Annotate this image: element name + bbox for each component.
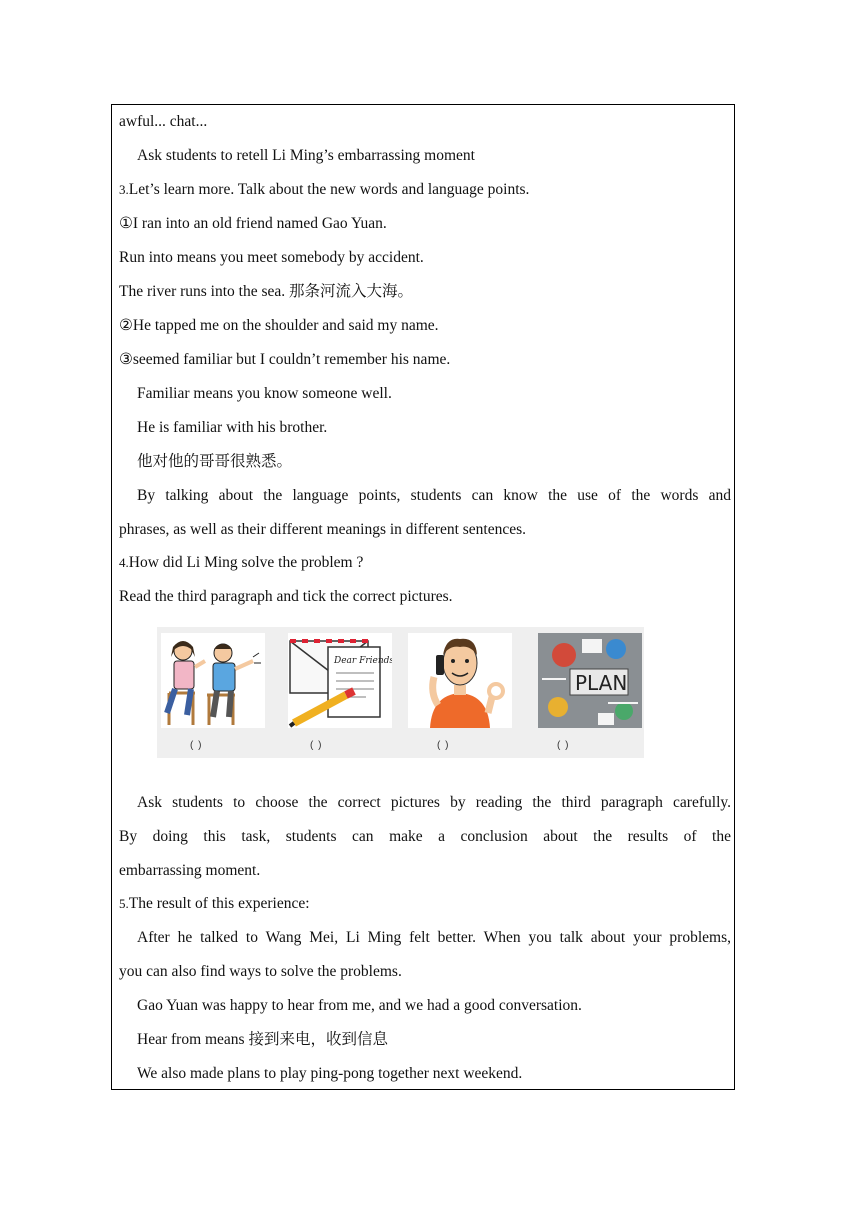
plan-picture bbox=[538, 633, 642, 728]
step-heading bbox=[119, 894, 310, 914]
step-text: Let’s learn more. Talk about the new words and language points. bbox=[128, 181, 530, 198]
step-number: 5. bbox=[119, 896, 129, 911]
text-line: He is familiar with his brother. bbox=[137, 419, 328, 436]
step-number: 4. bbox=[119, 555, 129, 570]
text-line: Gao Yuan was happy to hear from me, and we had a good conversation. bbox=[137, 997, 582, 1014]
text-line: Ask students to retell Li Ming’s embarrassing moment bbox=[137, 147, 475, 164]
text-line: We also made plans to play ping-pong together next weekend. bbox=[137, 1065, 523, 1082]
plan-label: PLAN bbox=[575, 671, 628, 695]
tick-box[interactable]: ( ) bbox=[557, 740, 570, 751]
step-number: 3. bbox=[119, 182, 129, 197]
friends-chatting-picture bbox=[161, 633, 265, 728]
picture-strip bbox=[157, 627, 644, 758]
text-line: ②He tapped me on the shoulder and said my name. bbox=[119, 317, 439, 334]
text-line: By doing this task, students can make a conclusion about the results of the bbox=[119, 828, 731, 845]
letter-heading: Dear Friends, bbox=[334, 656, 392, 666]
text-line: Familiar means you know someone well. bbox=[137, 385, 392, 402]
step-text: The result of this experience: bbox=[128, 895, 310, 912]
step-text: How did Li Ming solve the problem ? bbox=[128, 554, 364, 571]
text-line: phrases, as well as their different meanings in different sentences. bbox=[119, 521, 527, 538]
text-line: Read the third paragraph and tick the correct pictures. bbox=[119, 588, 453, 605]
text-line: After he talked to Wang Mei, Li Ming felt better. When you talk about your problems, bbox=[137, 929, 731, 946]
tick-box[interactable]: ( ) bbox=[310, 740, 323, 751]
text-line: embarrassing moment. bbox=[119, 862, 261, 879]
phone-call-picture bbox=[408, 633, 512, 728]
letter-picture bbox=[288, 633, 392, 728]
tick-box[interactable]: ( ) bbox=[437, 740, 450, 751]
text-line: ③seemed familiar but I couldn’t remember his name. bbox=[119, 351, 451, 368]
step-heading bbox=[119, 553, 363, 573]
text-line: awful... chat... bbox=[119, 113, 208, 130]
tick-box[interactable]: ( ) bbox=[190, 740, 203, 751]
text-line: Ask students to choose the correct pictures by reading the third paragraph carefully. bbox=[137, 794, 731, 811]
text-line: Run into means you meet somebody by accident. bbox=[119, 249, 424, 266]
text-line: 他对他的哥哥很熟悉。 bbox=[137, 453, 293, 470]
text-line: you can also find ways to solve the problems. bbox=[119, 963, 402, 980]
text-line: Hear from means 接到来电，收到信息 bbox=[137, 1031, 388, 1048]
step-heading bbox=[119, 180, 529, 200]
text-line: The river runs into the sea. 那条河流入大海。 bbox=[119, 283, 414, 300]
text-line: By talking about the language points, students can know the use of the words and bbox=[137, 487, 731, 504]
text-line: ①I ran into an old friend named Gao Yuan. bbox=[119, 215, 387, 232]
